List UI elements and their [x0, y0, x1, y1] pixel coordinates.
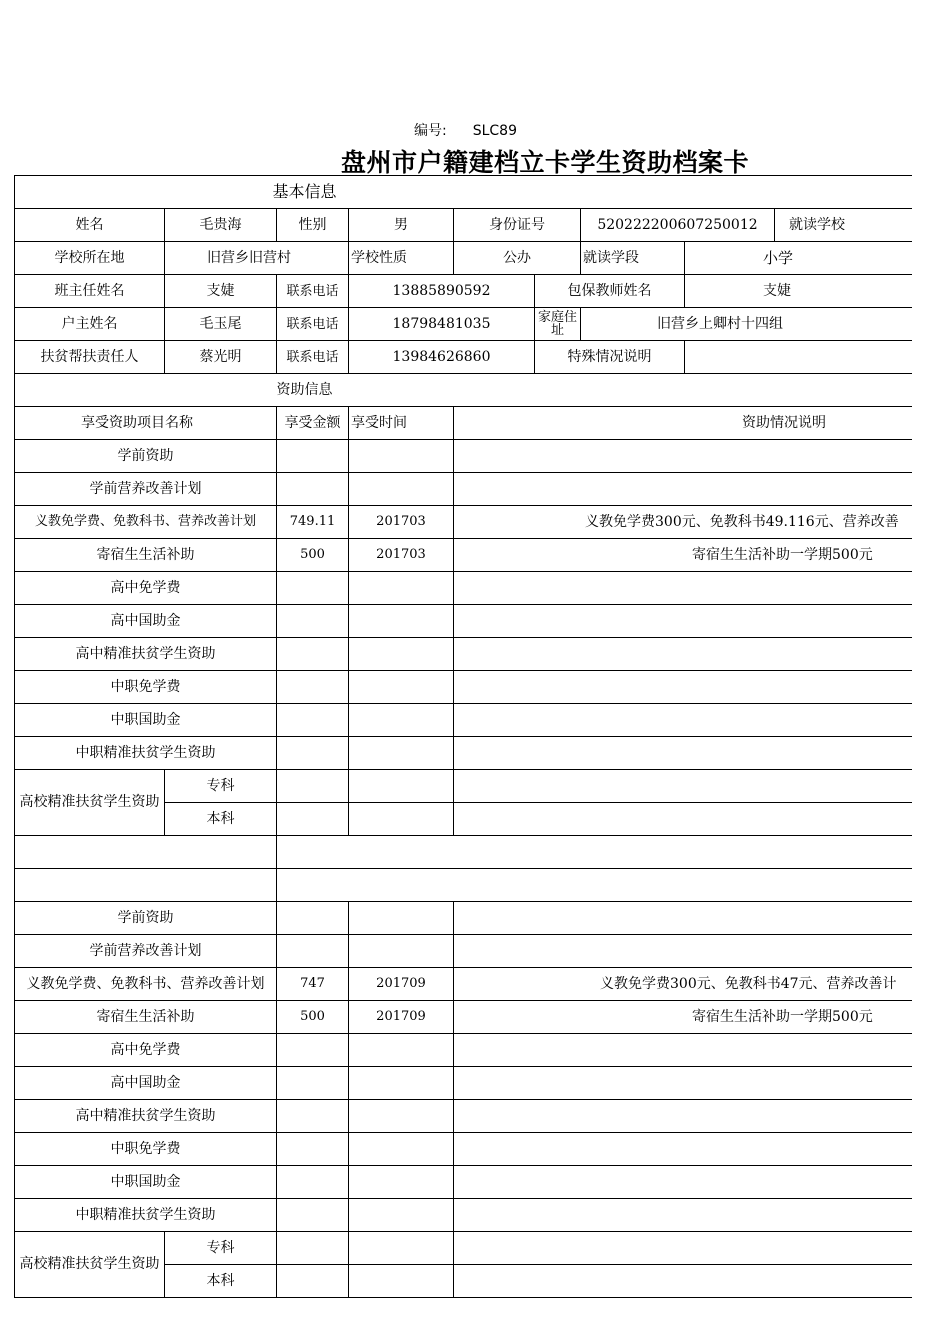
address-value: 旧营乡上卿村十四组 — [581, 308, 913, 341]
blank-cell — [277, 869, 913, 902]
amount-cell — [277, 803, 349, 836]
aid-amount — [277, 671, 349, 704]
aid-description — [454, 1067, 913, 1100]
desc-cell — [454, 1265, 913, 1298]
aid-amount: 500 — [277, 1001, 349, 1034]
aid-description — [454, 1034, 913, 1067]
aid-time — [349, 671, 454, 704]
aid-amount — [277, 1067, 349, 1100]
school-location-label: 学校所在地 — [15, 242, 165, 275]
special-label: 特殊情况说明 — [535, 341, 685, 374]
page-title: 盘州市户籍建档立卡学生资助档案卡 — [341, 148, 750, 177]
college-sub-junior: 专科 — [165, 770, 277, 803]
householder-label: 户主姓名 — [15, 308, 165, 341]
aid-description: 义教免学费300元、免教科书49.116元、营养改善 — [454, 506, 913, 539]
id-label: 身份证号 — [454, 209, 581, 242]
aid-row — [15, 638, 913, 671]
blank-cell — [277, 836, 913, 869]
aid-item-name: 高中精准扶贫学生资助 — [15, 1100, 277, 1133]
aid-item-name: 寄宿生生活补助 — [15, 539, 277, 572]
aid-amount — [277, 1166, 349, 1199]
col-desc-header: 资助情况说明 — [454, 407, 913, 440]
aid-amount — [277, 1034, 349, 1067]
aid-amount — [277, 902, 349, 935]
amount-cell — [277, 1232, 349, 1265]
aid-description — [454, 473, 913, 506]
archive-card-table — [14, 175, 912, 1315]
aid-row — [15, 902, 913, 935]
aid-item-name: 义教免学费、免教科书、营养改善计划 — [15, 506, 277, 539]
aid-description — [454, 440, 913, 473]
aid-row — [15, 671, 913, 704]
aid-amount — [277, 1133, 349, 1166]
aid-group-2 — [15, 902, 913, 1232]
aid-amount — [277, 440, 349, 473]
aid-amount — [277, 638, 349, 671]
basic-row-1 — [15, 209, 913, 242]
aid-amount — [277, 1199, 349, 1232]
aid-time: 201709 — [349, 968, 454, 1001]
aid-row — [15, 506, 913, 539]
desc-cell — [454, 1232, 913, 1265]
aid-time: 201703 — [349, 506, 454, 539]
aid-group-1-college — [15, 770, 913, 902]
aid-item-name: 中职精准扶贫学生资助 — [15, 737, 277, 770]
head-teacher-contact-label: 联系电话 — [277, 275, 349, 308]
aid-row — [15, 1133, 913, 1166]
address-label: 家庭住址 — [535, 308, 581, 341]
aid-item-name: 高中国助金 — [15, 605, 277, 638]
school-label: 就读学校 — [775, 209, 913, 242]
poverty-contact-label: 联系电话 — [277, 341, 349, 374]
aid-info-header-row — [15, 374, 913, 407]
aid-amount: 500 — [277, 539, 349, 572]
aid-time — [349, 1166, 454, 1199]
amount-cell — [277, 770, 349, 803]
basic-row-5 — [15, 341, 913, 374]
aid-item-name: 学前资助 — [15, 440, 277, 473]
school-location-value: 旧营乡旧营村 — [165, 242, 349, 275]
aid-item-name: 中职精准扶贫学生资助 — [15, 1199, 277, 1232]
aid-time — [349, 473, 454, 506]
aid-item-name: 学前资助 — [15, 902, 277, 935]
aid-row — [15, 1067, 913, 1100]
aid-row — [15, 704, 913, 737]
amount-cell — [277, 1265, 349, 1298]
school-type-value: 公办 — [454, 242, 581, 275]
aid-info-title: 资助信息 — [15, 374, 913, 407]
time-cell — [349, 1232, 454, 1265]
aid-time — [349, 737, 454, 770]
aid-description — [454, 638, 913, 671]
desc-cell — [454, 770, 913, 803]
aid-time — [349, 1067, 454, 1100]
aid-row — [15, 935, 913, 968]
aid-item-name: 中职免学费 — [15, 1133, 277, 1166]
college-sub-bachelor: 本科 — [165, 803, 277, 836]
special-value — [685, 341, 913, 374]
aid-row — [15, 1199, 913, 1232]
aid-item-name: 中职国助金 — [15, 1166, 277, 1199]
aid-time — [349, 1034, 454, 1067]
guarantor-label: 包保教师姓名 — [535, 275, 685, 308]
aid-amount — [277, 737, 349, 770]
head-teacher-label: 班主任姓名 — [15, 275, 165, 308]
basic-row-4 — [15, 308, 913, 341]
head-teacher-value: 支婕 — [165, 275, 277, 308]
aid-item-name: 义教免学费、免教科书、营养改善计划 — [15, 968, 277, 1001]
aid-description — [454, 1199, 913, 1232]
aid-description: 寄宿生生活补助一学期500元 — [454, 539, 913, 572]
aid-time — [349, 935, 454, 968]
blank-cell — [15, 869, 277, 902]
aid-description — [454, 605, 913, 638]
aid-description — [454, 572, 913, 605]
aid-description — [454, 1166, 913, 1199]
aid-amount — [277, 605, 349, 638]
aid-time: 201703 — [349, 539, 454, 572]
college-row-1 — [15, 770, 913, 803]
college-aid-label: 高校精准扶贫学生资助 — [15, 1232, 165, 1298]
aid-description — [454, 671, 913, 704]
aid-row — [15, 605, 913, 638]
aid-description: 义教免学费300元、免教科书47元、营养改善计 — [454, 968, 913, 1001]
basic-row-2 — [15, 242, 913, 275]
college-sub-junior: 专科 — [165, 1232, 277, 1265]
householder-value: 毛玉尾 — [165, 308, 277, 341]
aid-time — [349, 902, 454, 935]
desc-cell — [454, 803, 913, 836]
col-item-header: 享受资助项目名称 — [15, 407, 277, 440]
aid-row — [15, 440, 913, 473]
col-time-header: 享受时间 — [349, 407, 454, 440]
col-amount-header: 享受金额 — [277, 407, 349, 440]
time-cell — [349, 803, 454, 836]
id-value: 520222200607250012 — [581, 209, 775, 242]
aid-item-name: 中职国助金 — [15, 704, 277, 737]
basic-row-3 — [15, 275, 913, 308]
aid-item-name: 高中免学费 — [15, 572, 277, 605]
householder-phone: 18798481035 — [349, 308, 535, 341]
aid-item-name: 学前营养改善计划 — [15, 473, 277, 506]
blank-cell — [15, 836, 277, 869]
college-row-1 — [15, 1232, 913, 1265]
aid-item-name: 寄宿生生活补助 — [15, 1001, 277, 1034]
aid-time — [349, 1199, 454, 1232]
aid-time: 201709 — [349, 1001, 454, 1034]
aid-amount — [277, 572, 349, 605]
aid-row — [15, 737, 913, 770]
aid-time — [349, 605, 454, 638]
aid-amount — [277, 704, 349, 737]
aid-amount: 747 — [277, 968, 349, 1001]
aid-description — [454, 704, 913, 737]
gender-value: 男 — [349, 209, 454, 242]
time-cell — [349, 770, 454, 803]
aid-item-name: 中职免学费 — [15, 671, 277, 704]
aid-description — [454, 1100, 913, 1133]
record-number — [414, 120, 517, 140]
aid-time — [349, 1133, 454, 1166]
aid-amount — [277, 1100, 349, 1133]
aid-item-name: 学前营养改善计划 — [15, 935, 277, 968]
aid-description: 寄宿生生活补助一学期500元 — [454, 1001, 913, 1034]
aid-row — [15, 1001, 913, 1034]
stage-value: 小学 — [685, 242, 913, 275]
aid-description — [454, 902, 913, 935]
aid-amount — [277, 935, 349, 968]
aid-row — [15, 1034, 913, 1067]
basic-info-header-row — [15, 176, 913, 209]
aid-description — [454, 935, 913, 968]
college-sub-bachelor: 本科 — [165, 1265, 277, 1298]
aid-time — [349, 572, 454, 605]
stage-label: 就读学段 — [581, 242, 685, 275]
aid-amount — [277, 473, 349, 506]
blank-row — [15, 836, 913, 869]
aid-item-name: 高中精准扶贫学生资助 — [15, 638, 277, 671]
poverty-person-value: 蔡光明 — [165, 341, 277, 374]
name-label: 姓名 — [15, 209, 165, 242]
head-teacher-phone: 13885890592 — [349, 275, 535, 308]
aid-group-2-college — [15, 1232, 913, 1298]
basic-info-title: 基本信息 — [15, 176, 913, 209]
aid-time — [349, 704, 454, 737]
aid-description — [454, 1133, 913, 1166]
record-number-label: 编号: — [414, 123, 447, 139]
aid-time — [349, 638, 454, 671]
time-cell — [349, 1265, 454, 1298]
school-type-label: 学校性质 — [349, 242, 454, 275]
aid-row — [15, 968, 913, 1001]
aid-row — [15, 473, 913, 506]
guarantor-value: 支婕 — [685, 275, 913, 308]
aid-item-name: 高中免学费 — [15, 1034, 277, 1067]
aid-amount: 749.11 — [277, 506, 349, 539]
aid-time — [349, 440, 454, 473]
blank-row — [15, 869, 913, 902]
aid-row — [15, 572, 913, 605]
record-number-value: SLC89 — [472, 123, 517, 139]
college-aid-label: 高校精准扶贫学生资助 — [15, 770, 165, 836]
householder-contact-label: 联系电话 — [277, 308, 349, 341]
aid-group-1 — [15, 440, 913, 770]
poverty-phone: 13984626860 — [349, 341, 535, 374]
aid-description — [454, 737, 913, 770]
aid-row — [15, 1100, 913, 1133]
aid-row — [15, 1166, 913, 1199]
aid-row — [15, 539, 913, 572]
name-value: 毛贵海 — [165, 209, 277, 242]
aid-item-name: 高中国助金 — [15, 1067, 277, 1100]
poverty-person-label: 扶贫帮扶责任人 — [15, 341, 165, 374]
aid-column-header-row — [15, 407, 913, 440]
gender-label: 性别 — [277, 209, 349, 242]
aid-time — [349, 1100, 454, 1133]
